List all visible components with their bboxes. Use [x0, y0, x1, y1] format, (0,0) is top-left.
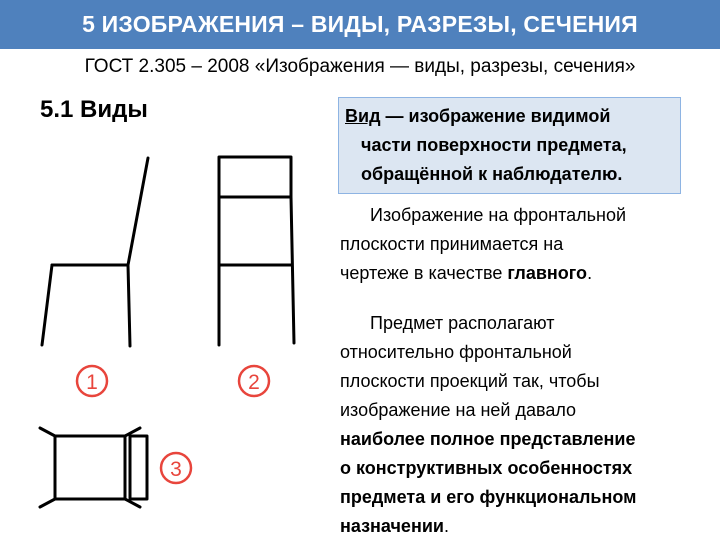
p1-line-3-bold: главного	[507, 263, 588, 283]
marker-1	[77, 366, 107, 396]
definition-line-1	[345, 102, 680, 131]
definition-term: Вид	[345, 106, 381, 126]
top-view	[40, 428, 147, 507]
definition-text-1: — изображение видимой	[380, 106, 611, 126]
marker-3	[161, 453, 191, 483]
p2-line-3: плоскости проекций так, чтобы	[340, 371, 600, 391]
p2-line-6: о конструктивных особенностях	[340, 458, 633, 478]
definition-line-2: части поверхности предмета,	[361, 135, 627, 155]
front-view	[219, 157, 294, 345]
marker-2-label: 2	[248, 371, 260, 394]
p2-line-2: относительно фронтальной	[340, 342, 572, 362]
p2-line-1: Предмет располагают	[370, 313, 555, 333]
marker-3-label: 3	[170, 458, 182, 481]
section-heading: 5.1 Виды	[40, 96, 148, 123]
p2-line-5: наиболее полное представление	[340, 429, 636, 449]
definition-box	[338, 97, 681, 194]
p2-line-8-bold: назначении	[340, 516, 444, 536]
p1-line-3	[340, 259, 710, 288]
p1-line-1: Изображение на фронтальной	[370, 205, 627, 225]
p2-line-8	[340, 512, 710, 541]
p1-line-2: плоскости принимается на	[340, 234, 564, 254]
slide-title: 5 ИЗОБРАЖЕНИЯ – ВИДЫ, РАЗРЕЗЫ, СЕЧЕНИЯ	[82, 11, 638, 37]
paragraph-placement	[340, 309, 710, 541]
p2-line-8-end: .	[443, 516, 449, 536]
p1-line-3-end: .	[587, 263, 593, 283]
p2-line-7: предмета и его функциональном	[340, 487, 637, 507]
marker-1-label: 1	[86, 371, 98, 394]
gost-reference: ГОСТ 2.305 – 2008 «Изображения — виды, разрезы, сечения»	[84, 56, 636, 77]
definition-line-3: обращённой к наблюдателю.	[361, 164, 623, 184]
side-view	[42, 158, 148, 346]
marker-2	[239, 366, 269, 396]
p2-line-4: изображение на ней давало	[340, 400, 577, 420]
paragraph-main-view	[340, 201, 710, 288]
p1-line-3-start: чертеже в качестве	[340, 263, 508, 283]
